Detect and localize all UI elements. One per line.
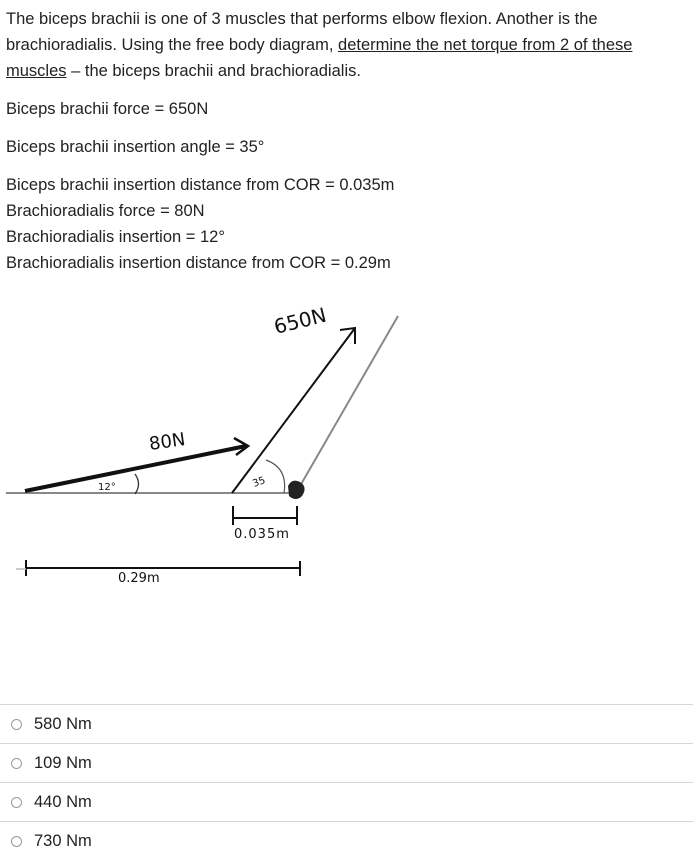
question-intro: The biceps brachii is one of 3 muscles that performs elbow flexion. Another is the brachioradialis. Using the free body diagram, (6, 10, 598, 54)
free-body-diagram (0, 288, 697, 598)
brachio-distance-label: 0.29m (118, 571, 160, 586)
option-label: 109 Nm (34, 753, 92, 772)
brachio-angle-arc (135, 474, 139, 494)
biceps-angle-arc (266, 460, 285, 493)
question-outro: – the biceps brachii and brachioradialis. (66, 62, 361, 80)
brachio-angle-label: 12° (98, 482, 116, 493)
option-109[interactable] (0, 743, 693, 782)
brachio-force-arrow (25, 446, 246, 491)
given-brachio-distance: Brachioradialis insertion distance from COR = 0.29m (6, 254, 391, 272)
option-580[interactable] (0, 704, 693, 743)
question-emphasis: determine the net torque from 2 of these muscles (6, 36, 633, 80)
question-text (6, 6, 690, 84)
radio-button[interactable] (11, 758, 22, 769)
option-label: 440 Nm (34, 792, 92, 811)
option-label: 580 Nm (34, 714, 92, 733)
given-brachio-angle: Brachioradialis insertion = 12° (6, 228, 225, 246)
option-730[interactable] (0, 821, 693, 860)
option-label: 730 Nm (34, 831, 92, 850)
given-biceps-force: Biceps brachii force = 650N (6, 100, 209, 118)
given-brachio-force: Brachioradialis force = 80N (6, 202, 205, 220)
biceps-force-arrow (232, 328, 355, 493)
brachio-force-label: 80N (147, 429, 187, 455)
biceps-force-label: 650N (271, 302, 329, 339)
given-biceps-distance: Biceps brachii insertion distance from COR = 0.035m (6, 176, 395, 194)
upper-arm-line (296, 316, 398, 493)
radio-button[interactable] (11, 719, 22, 730)
answer-options (0, 704, 697, 860)
biceps-distance-label: 0.035m (234, 527, 290, 542)
biceps-angle-label: 35 (251, 475, 267, 490)
radio-button[interactable] (11, 836, 22, 847)
given-biceps-angle: Biceps brachii insertion angle = 35° (6, 138, 265, 156)
radio-button[interactable] (11, 797, 22, 808)
option-440[interactable] (0, 782, 693, 821)
